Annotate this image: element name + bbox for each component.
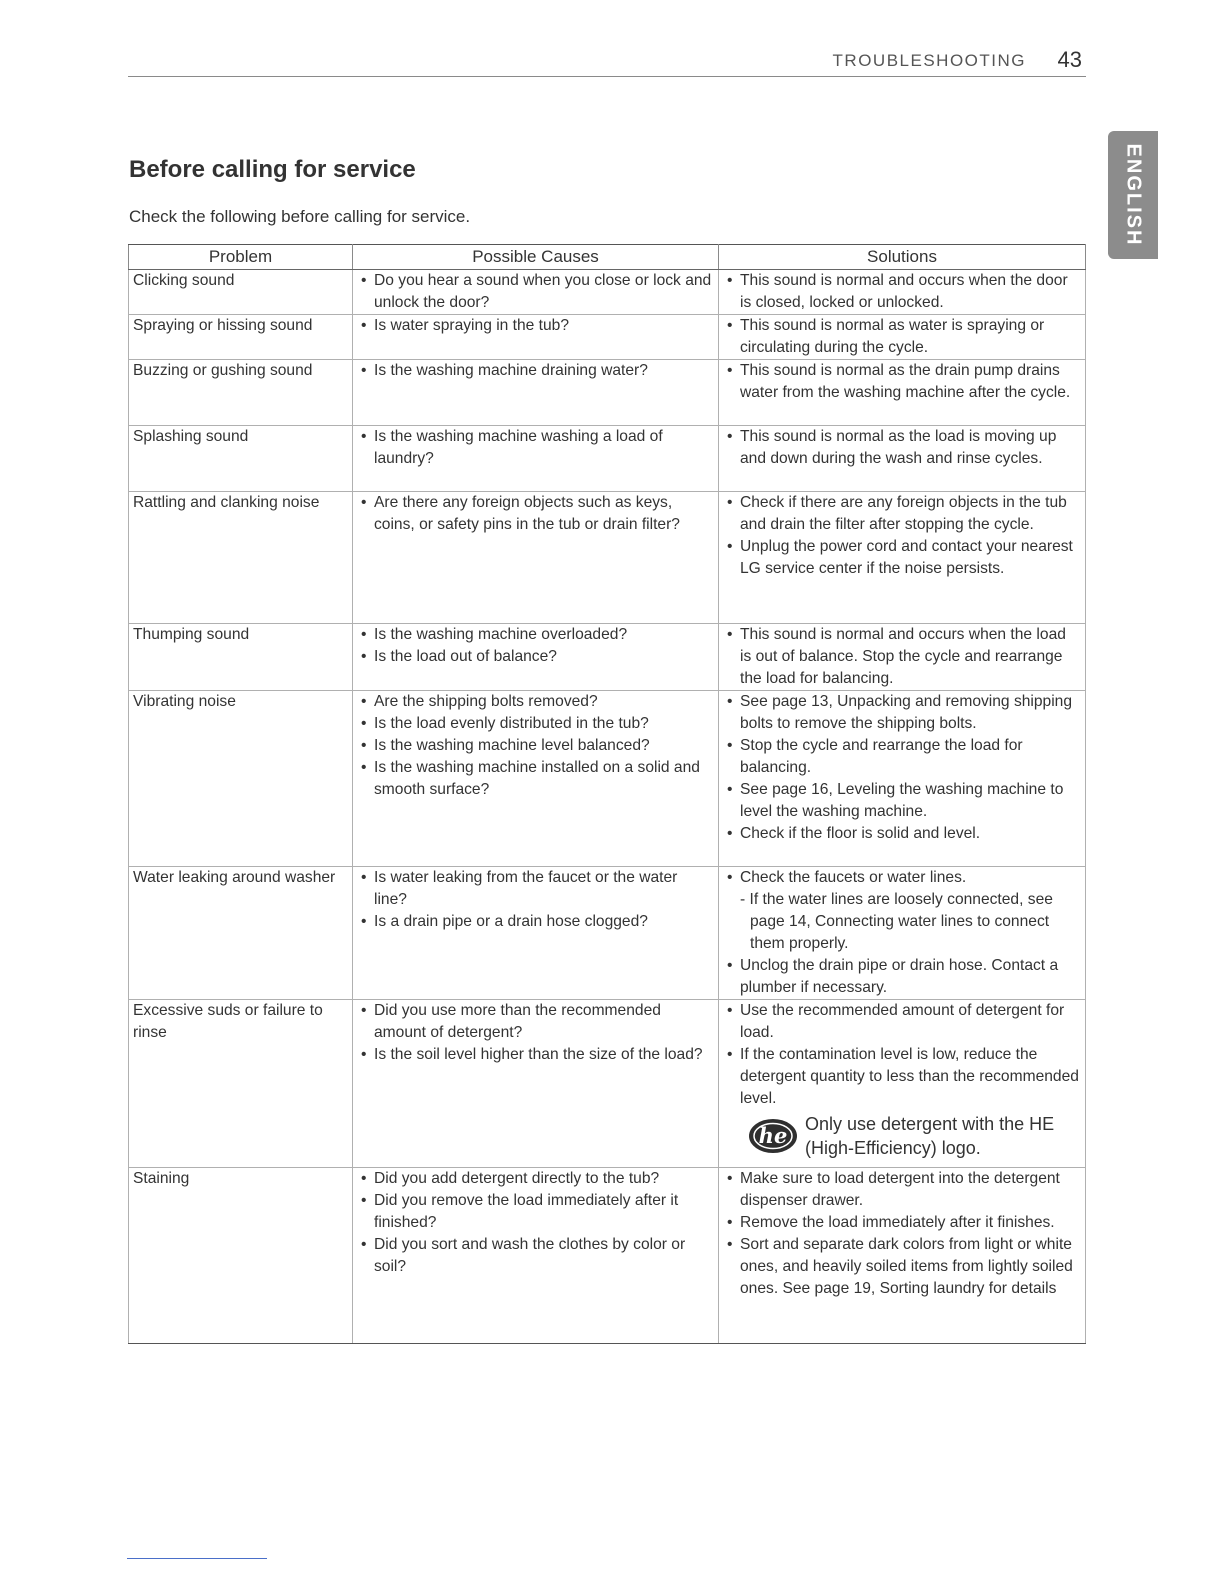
solution-item: • Unplug the power cord and contact your nearest LG service center if the noise persists. [723, 536, 1081, 580]
table-row [129, 270, 1086, 315]
problem-cell: Water leaking around washer [129, 867, 353, 1000]
causes-cell [353, 867, 719, 1000]
causes-cell [353, 360, 719, 426]
cause-item: • Did you remove the load immediately after it finished? [357, 1190, 714, 1234]
solutions-cell [719, 270, 1086, 315]
table-header-row [129, 245, 1086, 270]
column-header-solutions: Solutions [719, 245, 1086, 270]
causes-cell [353, 691, 719, 867]
problem-cell: Splashing sound [129, 426, 353, 492]
cause-item: • Is the load evenly distributed in the tub? [357, 713, 714, 735]
cause-item: • Is water spraying in the tub? [357, 315, 714, 337]
problem-cell: Buzzing or gushing sound [129, 360, 353, 426]
solution-item: • Check if there are any foreign objects in the tub and drain the filter after stopping the cycle. [723, 492, 1081, 536]
cause-item: • Is the soil level higher than the size of the load? [357, 1044, 714, 1066]
solution-item: • If the contamination level is low, reduce the detergent quantity to less than the recommended level. [723, 1044, 1081, 1110]
cause-item: • Do you hear a sound when you close or lock and unlock the door? [357, 270, 714, 314]
problem-cell: Vibrating noise [129, 691, 353, 867]
he-note-text: Only use detergent with the HE (High-Efficiency) logo. [805, 1114, 1055, 1158]
causes-cell [353, 315, 719, 360]
problem-cell: Staining [129, 1168, 353, 1344]
he-logo-text: he [758, 1123, 788, 1148]
cause-item: • Is the washing machine installed on a solid and smooth surface? [357, 757, 714, 801]
causes-cell [353, 1168, 719, 1344]
cause-item: • Is water leaking from the faucet or the water line? [357, 867, 714, 911]
solution-item: • Remove the load immediately after it finishes. [723, 1212, 1081, 1234]
causes-cell [353, 492, 719, 624]
he-logo-icon [747, 1116, 799, 1156]
solution-item: • Make sure to load detergent into the detergent dispenser drawer. [723, 1168, 1081, 1212]
table-row [129, 691, 1086, 867]
cause-item: • Did you sort and wash the clothes by color or soil? [357, 1234, 714, 1278]
solutions-cell [719, 867, 1086, 1000]
page-number: 43 [1057, 47, 1082, 72]
solution-item: • This sound is normal as the drain pump drains water from the washing machine after the cycle. [723, 360, 1081, 404]
solution-subnote: - If the water lines are loosely connected, see page 14, Connecting water lines to connect them properly. [740, 891, 1053, 952]
solutions-cell [719, 691, 1086, 867]
solution-item: • Unclog the drain pipe or drain hose. Contact a plumber if necessary. [723, 955, 1081, 999]
cause-item: • Is a drain pipe or a drain hose clogged? [357, 911, 714, 933]
table-row [129, 360, 1086, 426]
troubleshooting-table [128, 244, 1086, 1344]
solution-item: • Check the faucets or water lines. [723, 867, 1081, 889]
he-note [723, 1112, 1081, 1160]
footer-line [127, 1558, 267, 1559]
problem-cell: Rattling and clanking noise [129, 492, 353, 624]
solutions-cell [719, 624, 1086, 691]
page-title: Before calling for service [129, 156, 416, 183]
solutions-cell [719, 1168, 1086, 1344]
cause-item: • Is the washing machine washing a load of laundry? [357, 426, 714, 470]
solutions-cell [719, 315, 1086, 360]
cause-item: • Is the washing machine level balanced? [357, 735, 714, 757]
column-header-problem: Problem [129, 245, 353, 270]
table-row [129, 426, 1086, 492]
language-tab-label: ENGLISH [1122, 143, 1145, 247]
language-tab [1108, 131, 1158, 259]
header-section-title: TROUBLESHOOTING [832, 51, 1026, 70]
solutions-cell [719, 426, 1086, 492]
solution-item: • Use the recommended amount of detergent for load. [723, 1000, 1081, 1044]
solution-item: • Stop the cycle and rearrange the load for balancing. [723, 735, 1081, 779]
cause-item: • Are the shipping bolts removed? [357, 691, 714, 713]
solution-item: • See page 13, Unpacking and removing shipping bolts to remove the shipping bolts. [723, 691, 1081, 735]
solution-item: • This sound is normal as water is spraying or circulating during the cycle. [723, 315, 1081, 359]
solution-item: • This sound is normal and occurs when the load is out of balance. Stop the cycle and rearrange the load for balancing. [723, 624, 1081, 690]
causes-cell [353, 624, 719, 691]
table-row [129, 492, 1086, 624]
causes-cell [353, 270, 719, 315]
solution-item: • Check if the floor is solid and level. [723, 823, 1081, 845]
causes-cell [353, 1000, 719, 1168]
cause-item: • Did you add detergent directly to the tub? [357, 1168, 714, 1190]
column-header-causes: Possible Causes [353, 245, 719, 270]
problem-cell: Spraying or hissing sound [129, 315, 353, 360]
problem-cell: Thumping sound [129, 624, 353, 691]
solution-item: • See page 16, Leveling the washing machine to level the washing machine. [723, 779, 1081, 823]
table-row [129, 315, 1086, 360]
table-row [129, 624, 1086, 691]
page-intro: Check the following before calling for service. [129, 207, 471, 226]
solution-item: • This sound is normal as the load is moving up and down during the wash and rinse cycles. [723, 426, 1081, 470]
solutions-cell [719, 492, 1086, 624]
solutions-cell [719, 1000, 1086, 1168]
cause-item: • Did you use more than the recommended amount of detergent? [357, 1000, 714, 1044]
cause-item: • Is the washing machine overloaded? [357, 624, 714, 646]
solutions-cell [719, 360, 1086, 426]
problem-cell: Excessive suds or failure to rinse [129, 1000, 353, 1168]
solution-item: • This sound is normal and occurs when the door is closed, locked or unlocked. [723, 270, 1081, 314]
cause-item: • Is the load out of balance? [357, 646, 714, 668]
solution-item: • Sort and separate dark colors from light or white ones, and heavily soiled items from lightly soiled ones. See page 19, Sorting laundry for details [723, 1234, 1081, 1300]
table-row [129, 1000, 1086, 1168]
causes-cell [353, 426, 719, 492]
cause-item: • Are there any foreign objects such as keys, coins, or safety pins in the tub or drain filter? [357, 492, 714, 536]
header-rule [128, 76, 1086, 77]
problem-cell: Clicking sound [129, 270, 353, 315]
cause-item: • Is the washing machine draining water? [357, 360, 714, 382]
table-row [129, 1168, 1086, 1344]
table-row [129, 867, 1086, 1000]
